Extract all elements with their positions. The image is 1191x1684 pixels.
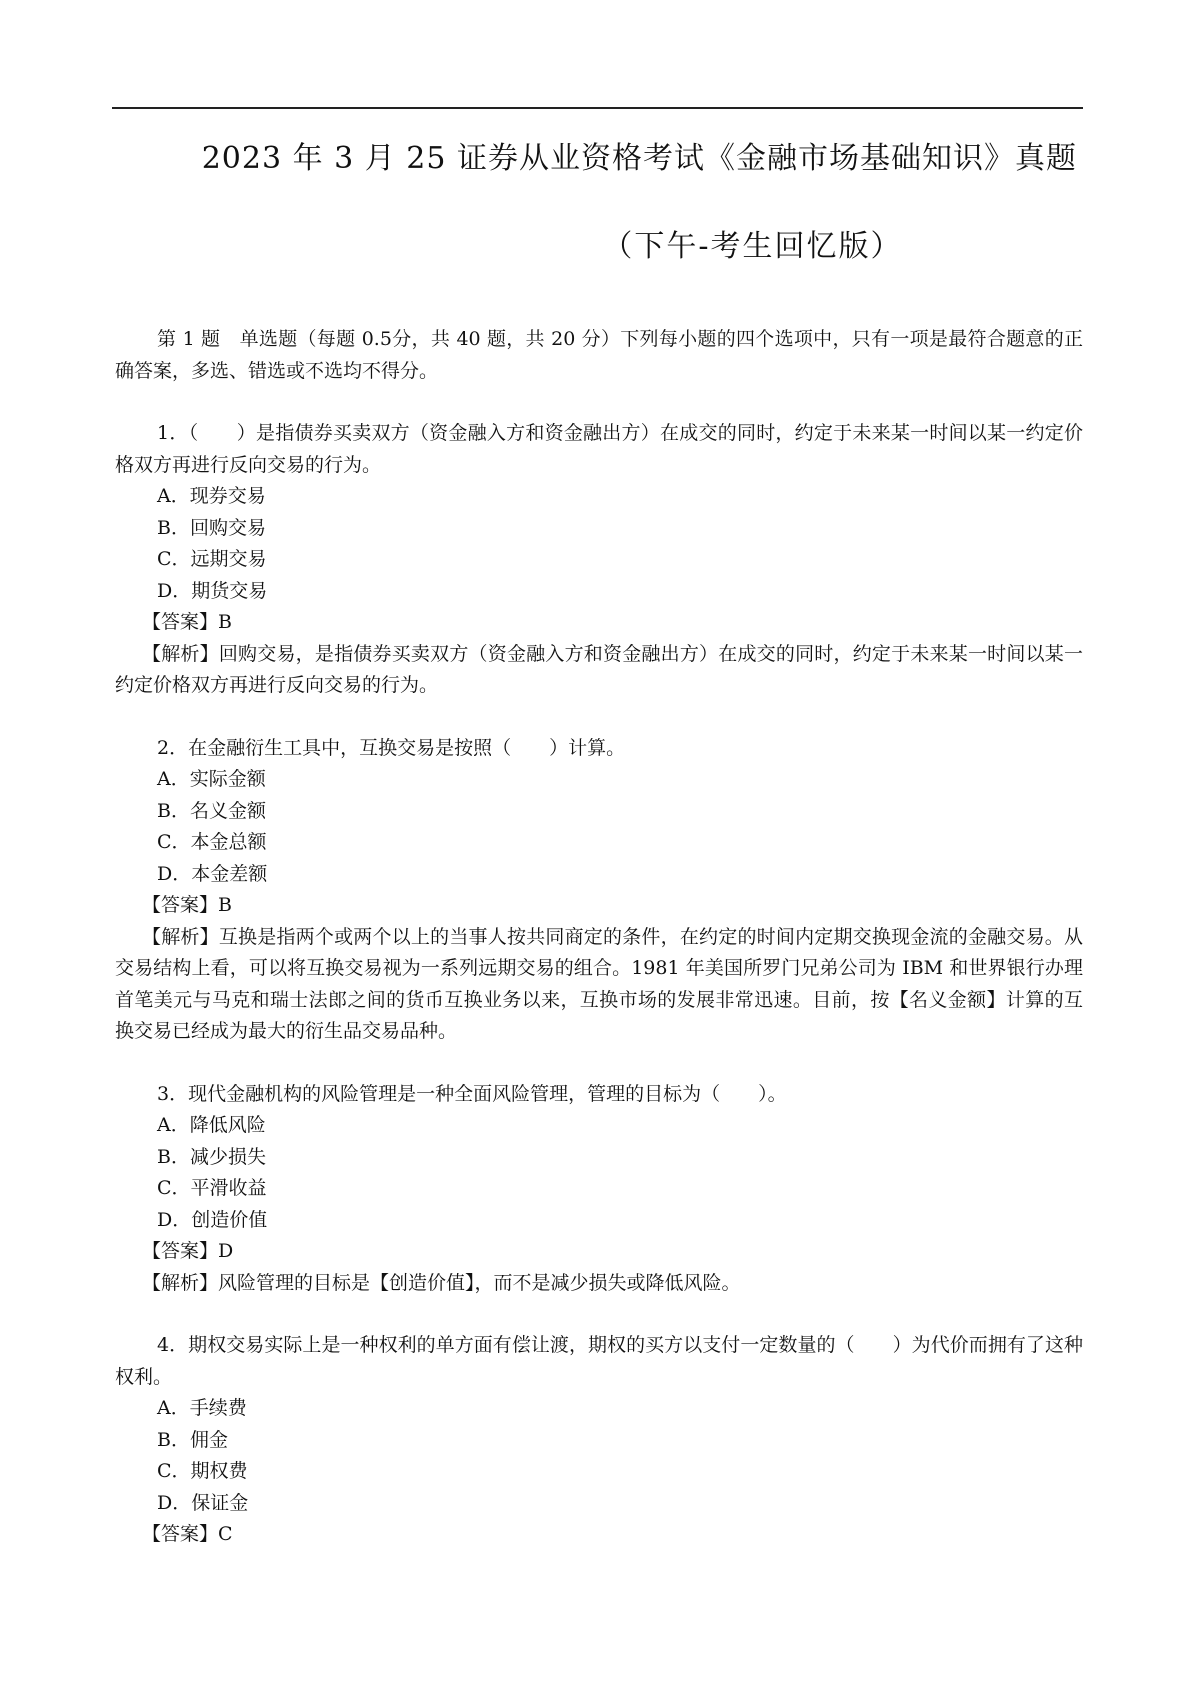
- option-b: B．名义金额: [157, 799, 266, 822]
- answer: 【答案】C: [142, 1523, 233, 1545]
- answer: 【答案】D: [142, 1240, 234, 1262]
- option-d: D．创造价值: [157, 1208, 268, 1231]
- option-a: A．降低风险: [157, 1114, 266, 1136]
- option-d: D．保证金: [157, 1491, 249, 1514]
- question-stem: 1．（ ）是指债券买卖双方（资金融入方和资金融出方）在成交的同时，约定于未来某一时间以某一约定价格双方再进行反向交易的行为。: [115, 422, 1083, 476]
- header-rule: [112, 107, 1083, 109]
- answer: 【答案】B: [142, 611, 232, 633]
- answer: 【答案】B: [142, 894, 232, 916]
- option-a: A．手续费: [157, 1397, 247, 1419]
- document-title: 2023 年 3 月 25 证券从业资格考试《金融市场基础知识》真题: [201, 141, 1077, 176]
- question-stem: 3．现代金融机构的风险管理是一种全面风险管理，管理的目标为（ ）。: [157, 1082, 787, 1105]
- question-2: [115, 733, 1083, 1048]
- question-1: [115, 418, 1083, 702]
- option-c: C．期权费: [157, 1460, 248, 1482]
- question-3: [115, 1079, 1083, 1300]
- option-c: C．平滑收益: [157, 1177, 267, 1199]
- option-c: C．远期交易: [157, 548, 267, 570]
- document-subtitle: （下午-考生回忆版）: [602, 229, 903, 264]
- section-intro: 第 1 题 单选题（每题 0.5分，共 40 题，共 20 分）下列每小题的四个选项中，只有一项是最符合题意的正确答案，多选、错选或不选均不得分。: [115, 328, 1083, 382]
- option-a: A．实际金额: [157, 768, 266, 790]
- option-d: D．期货交易: [157, 579, 268, 602]
- option-b: B．回购交易: [157, 516, 266, 539]
- explanation: 【解析】回购交易，是指债券买卖双方（资金融入方和资金融出方）在成交的同时，约定于未来某一时间以某一约定价格双方再进行反向交易的行为。: [115, 642, 1083, 696]
- question-stem: 2．在金融衍生工具中，互换交易是按照（ ）计算。: [157, 736, 626, 759]
- option-b: B．佣金: [157, 1428, 228, 1451]
- option-c: C．本金总额: [157, 831, 267, 853]
- option-d: D．本金差额: [157, 862, 268, 885]
- question-4: [115, 1330, 1083, 1551]
- question-stem: 4．期权交易实际上是一种权利的单方面有偿让渡，期权的买方以支付一定数量的（ ）为代价而拥有了这种权利。: [115, 1334, 1083, 1388]
- document-body: [115, 324, 1083, 1551]
- option-a: A．现券交易: [157, 485, 266, 507]
- explanation: 【解析】风险管理的目标是【创造价值】，而不是减少损失或降低风险。: [142, 1271, 741, 1294]
- option-b: B．减少损失: [157, 1145, 266, 1168]
- explanation: 【解析】互换是指两个或两个以上的当事人按共同商定的条件，在约定的时间内定期交换现金流的金融交易。从交易结构上看，可以将互换交易视为一系列远期交易的组合。1981 年美国所罗门兄弟公司为 IBM 和世界银行办理首笔美元与马克和瑞士法郎之间的货币互换业务以来，互换市场的发展非常迅速。目前，按【名义金额】计算的互换交易已经成为最大的衍生品交易品种。: [115, 925, 1083, 1042]
